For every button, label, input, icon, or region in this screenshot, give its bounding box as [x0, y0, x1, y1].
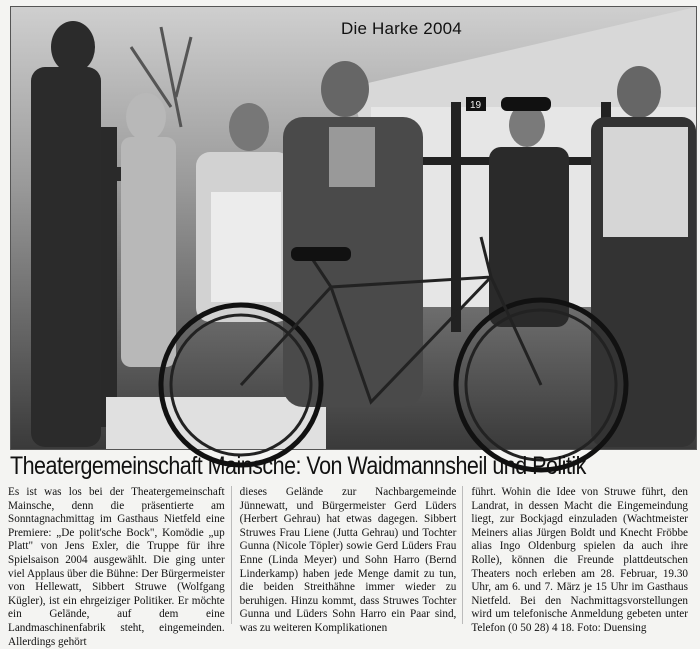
article-headline: Theatergemeinschaft Mainsche: Von Waidmannsheil und Politik: [10, 452, 586, 480]
stage-scene-image: [11, 7, 696, 449]
photo-caption: Die Harke 2004: [341, 19, 462, 38]
article-column-1: Es ist was los bei der Theatergemeinschaft Mainsche, denn die präsentierte am Sonntagnachmittag im Gasthaus Nietfeld eine Premiere: „De polit'sche Bock", Komödie „up Platt" von Jens Exler, die Truppe für ihre Spielsaison 2004 ausgewählt. Die ging unter viel Applaus über die Bühne: Der Bürgermeister von Hellewatt, Sibbert Struwe (Wolfgang Kügler), ist ein ehrgeiziger Politiker. Er möchte ein Gelände, auf dem eine Landmaschinenfabrik steht, eingemeinden. Allerdings gehört: [8, 486, 232, 624]
article-column-3: führt. Wohin die Idee von Struwe führt, den Landrat, in dessen Macht die Eingemeindung liegt, zur Bockjagd einzuladen (Wachtmeister Meiners alias Jürgen Boldt und Knecht Fröbbe alias Ingo Oldenburg spielen da auch ihre Rolle), können die Freunde plattdeutschen Theaters noch erleben am 28. Februar, 19.30 Uhr, am 6. und 7. März je 15 Uhr im Gasthaus Nietfeld. Bei den Nachmittagsvorstellungen wird um telefonische Anmeldung gebeten unter Telefon (0 50 28) 4 18. Foto: Duensing: [471, 486, 689, 634]
house-number: 19: [470, 100, 482, 111]
article-photo: [10, 6, 697, 450]
article-column-2: dieses Gelände zur Nachbargemeinde Jünnewatt, und Bürgermeister Gerd Lüders (Herbert Gehrau) hat etwas dagegen. Sibbert Struwes Frau Liene (Jutta Gehrau) und Tochter Gunna (Nicole Töpler) sowie Gerd Lüders Frau Enne (Linda Meyer) und Sohn Harro (Bernd Linderkamp) haben jede Menge damit zu tun, die beiden Streithähne immer wieder zu beruhigen. Hinzu kommt, dass Struwes Tochter Gunna und Lüders Sohn Harro ein Paar sind, was zu weiteren Komplikationen: [240, 486, 464, 624]
article-body: [8, 486, 694, 648]
